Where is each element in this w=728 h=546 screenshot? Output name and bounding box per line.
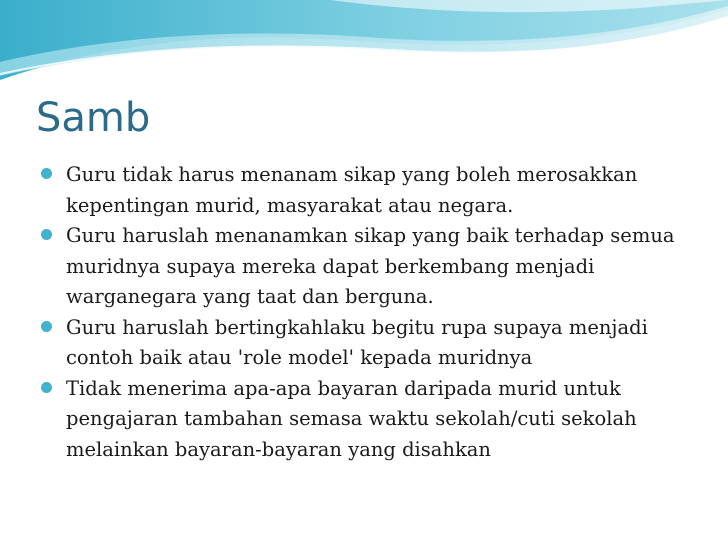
bullet-item [40,160,690,221]
bullet-item [40,221,690,313]
bullet-item [40,374,690,466]
round-bullet-icon [41,168,52,179]
bullet-text: Guru haruslah menanamkan sikap yang baik terhadap semua muridnya supaya mereka dapat berkembang menjadi warganegara yang taat dan berguna. [66,224,675,308]
bullet-text: Guru haruslah bertingkahlaku begitu rupa supaya menjadi contoh baik atau 'role model' kepada muridnya [66,315,648,369]
round-bullet-icon [41,321,52,332]
bullet-list [40,160,690,465]
bullet-text: Guru tidak harus menanam sikap yang boleh merosakkan kepentingan murid, masyarakat atau negara. [66,163,638,217]
round-bullet-icon [41,229,52,240]
bullet-item [40,313,690,374]
slide-title: Samb [36,95,151,141]
round-bullet-icon [41,382,52,393]
header-wave-decoration [0,0,728,90]
bullet-text: Tidak menerima apa-apa bayaran daripada murid untuk pengajaran tambahan semasa waktu sekolah/cuti sekolah melainkan bayaran-bayaran yang disahkan [66,376,637,461]
